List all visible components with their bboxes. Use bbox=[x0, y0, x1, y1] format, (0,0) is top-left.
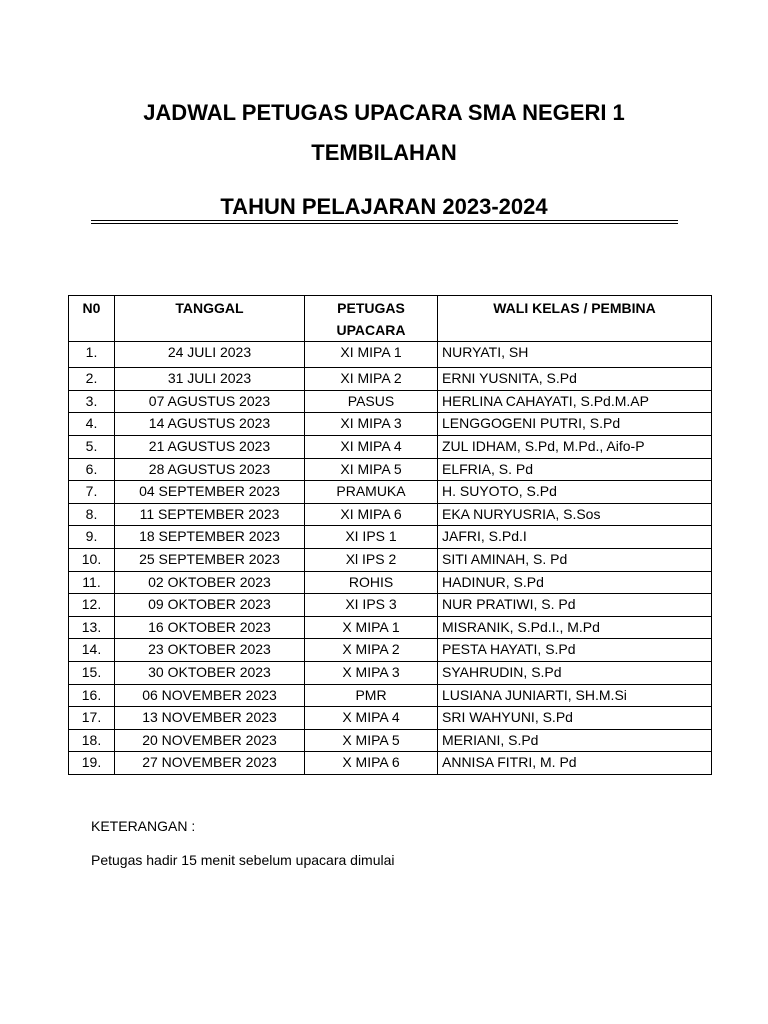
cell-wali: EKA NURYUSRIA, S.Sos bbox=[438, 503, 712, 526]
notes-text: Petugas hadir 15 menit sebelum upacara dimulai bbox=[91, 852, 395, 868]
cell-tanggal: 18 SEPTEMBER 2023 bbox=[115, 526, 305, 549]
cell-wali: SYAHRUDIN, S.Pd bbox=[438, 661, 712, 684]
table-row bbox=[69, 548, 712, 571]
cell-tanggal: 14 AGUSTUS 2023 bbox=[115, 413, 305, 436]
table-row bbox=[69, 481, 712, 504]
cell-wali: LUSIANA JUNIARTI, SH.M.Si bbox=[438, 684, 712, 707]
cell-petugas: XI MIPA 3 bbox=[305, 413, 438, 436]
cell-no: 7. bbox=[69, 481, 115, 504]
col-header-no: N0 bbox=[69, 296, 115, 342]
title-underline-bottom bbox=[91, 223, 678, 224]
cell-no: 16. bbox=[69, 684, 115, 707]
cell-tanggal: 13 NOVEMBER 2023 bbox=[115, 707, 305, 730]
cell-petugas: XI MIPA 5 bbox=[305, 458, 438, 481]
cell-no: 13. bbox=[69, 616, 115, 639]
table-row bbox=[69, 390, 712, 413]
cell-petugas: X MIPA 1 bbox=[305, 616, 438, 639]
cell-tanggal: 30 OKTOBER 2023 bbox=[115, 661, 305, 684]
document-title: JADWAL PETUGAS UPACARA SMA NEGERI 1 bbox=[143, 100, 625, 125]
cell-tanggal: 04 SEPTEMBER 2023 bbox=[115, 481, 305, 504]
cell-wali: ELFRIA, S. Pd bbox=[438, 458, 712, 481]
cell-wali: PESTA HAYATI, S.Pd bbox=[438, 639, 712, 662]
cell-petugas: X MIPA 3 bbox=[305, 661, 438, 684]
table-body bbox=[69, 342, 712, 775]
cell-tanggal: 21 AGUSTUS 2023 bbox=[115, 435, 305, 458]
academic-year: TAHUN PELAJARAN 2023-2024 bbox=[220, 194, 548, 219]
notes-label: KETERANGAN : bbox=[91, 818, 196, 834]
cell-petugas: Xl IPS 2 bbox=[305, 548, 438, 571]
school-location: TEMBILAHAN bbox=[311, 140, 457, 165]
table-row bbox=[69, 413, 712, 436]
cell-no: 2. bbox=[69, 368, 115, 391]
table-row bbox=[69, 707, 712, 730]
table-row bbox=[69, 616, 712, 639]
cell-wali: JAFRI, S.Pd.I bbox=[438, 526, 712, 549]
cell-tanggal: 20 NOVEMBER 2023 bbox=[115, 729, 305, 752]
cell-no: 11. bbox=[69, 571, 115, 594]
cell-tanggal: 27 NOVEMBER 2023 bbox=[115, 752, 305, 775]
col-header-petugas: PETUGAS UPACARA bbox=[305, 296, 438, 342]
cell-petugas: XI IPS 3 bbox=[305, 594, 438, 617]
cell-no: 3. bbox=[69, 390, 115, 413]
cell-petugas: X MIPA 5 bbox=[305, 729, 438, 752]
cell-tanggal: 02 OKTOBER 2023 bbox=[115, 571, 305, 594]
cell-tanggal: 24 JULI 2023 bbox=[115, 342, 305, 368]
cell-tanggal: 23 OKTOBER 2023 bbox=[115, 639, 305, 662]
cell-tanggal: 11 SEPTEMBER 2023 bbox=[115, 503, 305, 526]
cell-tanggal: 09 OKTOBER 2023 bbox=[115, 594, 305, 617]
cell-wali: NURYATI, SH bbox=[438, 342, 712, 368]
cell-tanggal: 25 SEPTEMBER 2023 bbox=[115, 548, 305, 571]
cell-wali: H. SUYOTO, S.Pd bbox=[438, 481, 712, 504]
table-row bbox=[69, 571, 712, 594]
table-row bbox=[69, 752, 712, 775]
cell-petugas: PMR bbox=[305, 684, 438, 707]
cell-tanggal: 16 OKTOBER 2023 bbox=[115, 616, 305, 639]
cell-petugas: PRAMUKA bbox=[305, 481, 438, 504]
cell-tanggal: 31 JULI 2023 bbox=[115, 368, 305, 391]
col-header-tanggal: TANGGAL bbox=[115, 296, 305, 342]
cell-petugas: ROHIS bbox=[305, 571, 438, 594]
cell-no: 10. bbox=[69, 548, 115, 571]
cell-tanggal: 06 NOVEMBER 2023 bbox=[115, 684, 305, 707]
cell-no: 6. bbox=[69, 458, 115, 481]
table-row bbox=[69, 342, 712, 368]
table-row bbox=[69, 661, 712, 684]
cell-no: 15. bbox=[69, 661, 115, 684]
cell-no: 18. bbox=[69, 729, 115, 752]
cell-petugas: PASUS bbox=[305, 390, 438, 413]
cell-wali: MISRANIK, S.Pd.I., M.Pd bbox=[438, 616, 712, 639]
cell-no: 5. bbox=[69, 435, 115, 458]
table-row bbox=[69, 368, 712, 391]
cell-tanggal: 07 AGUSTUS 2023 bbox=[115, 390, 305, 413]
cell-no: 1. bbox=[69, 342, 115, 368]
cell-wali: HERLINA CAHAYATI, S.Pd.M.AP bbox=[438, 390, 712, 413]
table-row bbox=[69, 526, 712, 549]
cell-no: 8. bbox=[69, 503, 115, 526]
cell-wali: NUR PRATIWI, S. Pd bbox=[438, 594, 712, 617]
table-row bbox=[69, 503, 712, 526]
cell-no: 17. bbox=[69, 707, 115, 730]
table-row bbox=[69, 435, 712, 458]
table-header-row bbox=[69, 296, 712, 342]
cell-no: 9. bbox=[69, 526, 115, 549]
cell-wali: SRI WAHYUNI, S.Pd bbox=[438, 707, 712, 730]
cell-petugas: XI MIPA 6 bbox=[305, 503, 438, 526]
table-row bbox=[69, 594, 712, 617]
title-underline-top bbox=[91, 220, 678, 221]
table-row bbox=[69, 684, 712, 707]
cell-petugas: X MIPA 6 bbox=[305, 752, 438, 775]
cell-no: 12. bbox=[69, 594, 115, 617]
table-row bbox=[69, 639, 712, 662]
cell-wali: ZUL IDHAM, S.Pd, M.Pd., Aifo-P bbox=[438, 435, 712, 458]
cell-wali: SITI AMINAH, S. Pd bbox=[438, 548, 712, 571]
cell-petugas: XI IPS 1 bbox=[305, 526, 438, 549]
table-row bbox=[69, 458, 712, 481]
cell-wali: ANNISA FITRI, M. Pd bbox=[438, 752, 712, 775]
cell-wali: MERIANI, S.Pd bbox=[438, 729, 712, 752]
cell-no: 19. bbox=[69, 752, 115, 775]
cell-petugas: XI MIPA 1 bbox=[305, 342, 438, 368]
cell-petugas: XI MIPA 4 bbox=[305, 435, 438, 458]
cell-wali: LENGGOGENI PUTRI, S.Pd bbox=[438, 413, 712, 436]
cell-wali: HADINUR, S.Pd bbox=[438, 571, 712, 594]
schedule-table bbox=[68, 295, 712, 775]
cell-no: 4. bbox=[69, 413, 115, 436]
cell-petugas: X MIPA 2 bbox=[305, 639, 438, 662]
table-row bbox=[69, 729, 712, 752]
cell-tanggal: 28 AGUSTUS 2023 bbox=[115, 458, 305, 481]
cell-petugas: XI MIPA 2 bbox=[305, 368, 438, 391]
cell-petugas: X MIPA 4 bbox=[305, 707, 438, 730]
cell-wali: ERNI YUSNITA, S.Pd bbox=[438, 368, 712, 391]
col-header-wali: WALI KELAS / PEMBINA bbox=[438, 296, 712, 342]
cell-no: 14. bbox=[69, 639, 115, 662]
